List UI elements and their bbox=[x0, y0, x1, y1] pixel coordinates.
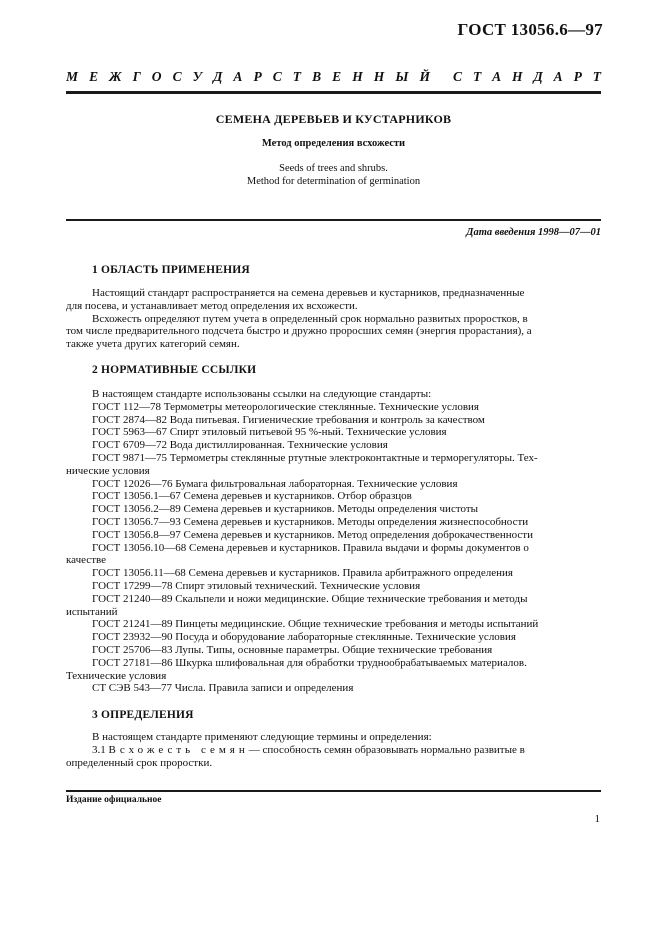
text-span: Настоящий стандарт распространяется на семена деревьев и кустарников, предназначенные bbox=[92, 287, 525, 299]
definition-text: — способность семян образовывать нормально развитые в bbox=[248, 743, 525, 756]
banner-letter: С bbox=[453, 69, 463, 84]
section3-heading: 3 ОПРЕДЕЛЕНИЯ bbox=[92, 709, 194, 721]
reference-line: ГОСТ 12026—76 Бумага фильтровальная лабораторная. Технические условия bbox=[92, 477, 458, 490]
reference-line: ГОСТ 13056.10—68 Семена деревьев и кустарников. Правила выдачи и формы документов о bbox=[92, 541, 529, 554]
text-line: также учета других категорий семян. bbox=[66, 338, 240, 351]
normative-references-list bbox=[66, 388, 601, 695]
reference-line: ГОСТ 13056.7—93 Семена деревьев и кустарников. Методы определения жизнеспособности bbox=[92, 515, 529, 528]
banner-letter: В bbox=[312, 69, 322, 84]
banner-letter: Й bbox=[419, 69, 430, 84]
interstate-standard-banner bbox=[66, 69, 601, 85]
english-title-line1: Seeds of trees and shrubs. bbox=[279, 163, 388, 174]
banner-letter: А bbox=[233, 69, 243, 84]
text-line: определенный срок проростки. bbox=[66, 756, 213, 769]
reference-line: ГОСТ 112—78 Термометры метеорологические стеклянные. Технические условия bbox=[92, 400, 479, 413]
banner-letter: Т bbox=[292, 69, 302, 84]
text-line bbox=[66, 313, 601, 326]
document-title: СЕМЕНА ДЕРЕВЬЕВ И КУСТАРНИКОВ bbox=[215, 112, 452, 126]
section1-paragraph1 bbox=[66, 287, 601, 351]
reference-line: ГОСТ 13056.11—68 Семена деревьев и кустарников. Правила арбитражного определения bbox=[92, 567, 513, 580]
reference-line: ГОСТ 2874—82 Вода питьевая. Гигиенические требования и контроль за качеством bbox=[92, 413, 485, 426]
reference-line: ГОСТ 25706—83 Лупы. Типы, основные параметры. Общие технические требования bbox=[92, 643, 493, 656]
text-line bbox=[66, 731, 601, 744]
banner-letter: Д bbox=[533, 69, 543, 84]
page-number: 1 bbox=[594, 813, 600, 825]
text-span: В настоящем стандарте применяют следующие термины и определения: bbox=[92, 731, 432, 743]
banner-letter: Ы bbox=[395, 69, 409, 84]
text-line: том числе предварительного подсчета быстро и дружно проросших семян (энергия прорастания), а bbox=[66, 325, 532, 338]
banner-letter: А bbox=[553, 69, 563, 84]
text-span: В настоящем стандарте использованы ссылки на следующие стандарты: bbox=[92, 388, 432, 400]
banner-letter: Р bbox=[253, 69, 262, 84]
banner-letter: Н bbox=[352, 69, 363, 84]
english-title-line2: Method for determination of germination bbox=[246, 176, 421, 187]
banner-letter: С bbox=[272, 69, 282, 84]
bottom-rule bbox=[66, 790, 601, 792]
banner-letter: Ж bbox=[109, 69, 122, 84]
banner-letter: Р bbox=[573, 69, 582, 84]
interstate-word bbox=[66, 69, 430, 85]
banner-letter: Т bbox=[592, 69, 601, 84]
text-line: для посева, и устанавливает метод определения их всхожести. bbox=[66, 299, 358, 312]
definition-line bbox=[66, 744, 601, 757]
introduction-date: Дата введения 1998—07—01 bbox=[466, 227, 601, 238]
standard-word bbox=[453, 69, 601, 85]
banner-letter: Н bbox=[373, 69, 385, 84]
reference-line: ГОСТ 9871—75 Термометры стеклянные ртутные электроконтактные и терморегуляторы. Тех- bbox=[92, 451, 538, 464]
reference-line: ГОСТ 27181—86 Шкурка шлифовальная для обработки труднообрабатываемых материалов. bbox=[92, 656, 527, 669]
banner-letter: Н bbox=[512, 69, 523, 84]
reference-line: Технические условия bbox=[66, 669, 167, 682]
banner-letter: А bbox=[492, 69, 502, 84]
reference-line: ГОСТ 21241—89 Пинцеты медицинские. Общие технические требования и методы испытаний bbox=[92, 618, 539, 631]
banner-letter: У bbox=[192, 69, 203, 84]
text-line bbox=[66, 388, 601, 401]
reference-line: ГОСТ 21240—89 Скальпели и ножи медицинские. Общие технические требования и методы bbox=[92, 592, 528, 605]
text-line bbox=[66, 287, 601, 300]
top-rule bbox=[66, 91, 601, 94]
banner-letter: Т bbox=[472, 69, 482, 84]
banner-letter: С bbox=[172, 69, 182, 84]
text-span: Всхожесть определяют путем учета в определенный срок нормально развитых проростков, в bbox=[92, 312, 528, 325]
reference-line: испытаний bbox=[66, 605, 118, 618]
gost-number: ГОСТ 13056.6—97 bbox=[457, 20, 603, 39]
definition-term: Всхожесть семян bbox=[108, 743, 249, 756]
reference-line: ГОСТ 13056.1—67 Семена деревьев и кустарников. Отбор образцов bbox=[92, 490, 412, 503]
section1-heading: 1 ОБЛАСТЬ ПРИМЕНЕНИЯ bbox=[92, 264, 250, 276]
section3-body bbox=[66, 731, 601, 769]
references bbox=[66, 401, 601, 695]
banner-letter: Г bbox=[132, 69, 141, 84]
banner-letter: О bbox=[151, 69, 162, 84]
section2-heading: 2 НОРМАТИВНЫЕ ССЫЛКИ bbox=[92, 364, 257, 376]
banner-letter: Д bbox=[213, 69, 223, 84]
reference-line: ГОСТ 5963—67 Спирт этиловый питьевой 95 %-ный. Технические условия bbox=[92, 426, 447, 439]
banner-letter: Е bbox=[89, 69, 99, 84]
banner-letter: М bbox=[66, 69, 79, 84]
banner-letter: Е bbox=[332, 69, 342, 84]
reference-line: ГОСТ 13056.8—97 Семена деревьев и кустарников. Метод определения доброкачественности bbox=[92, 528, 533, 541]
reference-line: нические условия bbox=[66, 464, 150, 477]
reference-line: ГОСТ 23932—90 Посуда и оборудование лабораторные стеклянные. Технические условия bbox=[92, 631, 516, 644]
definition-number: 3.1 bbox=[92, 743, 106, 756]
official-edition-label: Издание официальное bbox=[66, 795, 162, 805]
reference-line: качестве bbox=[66, 554, 107, 567]
reference-line: ГОСТ 6709—72 Вода дистиллированная. Технические условия bbox=[92, 439, 388, 452]
reference-line: СТ СЭВ 543—77 Числа. Правила записи и определения bbox=[92, 682, 354, 695]
reference-line: ГОСТ 13056.2—89 Семена деревьев и кустарников. Методы определения чистоты bbox=[92, 503, 479, 516]
middle-rule bbox=[66, 219, 601, 221]
reference-line: ГОСТ 17299—78 Спирт этиловый технический. Технические условия bbox=[92, 579, 421, 592]
document-subtitle: Метод определения всхожести bbox=[261, 138, 406, 149]
